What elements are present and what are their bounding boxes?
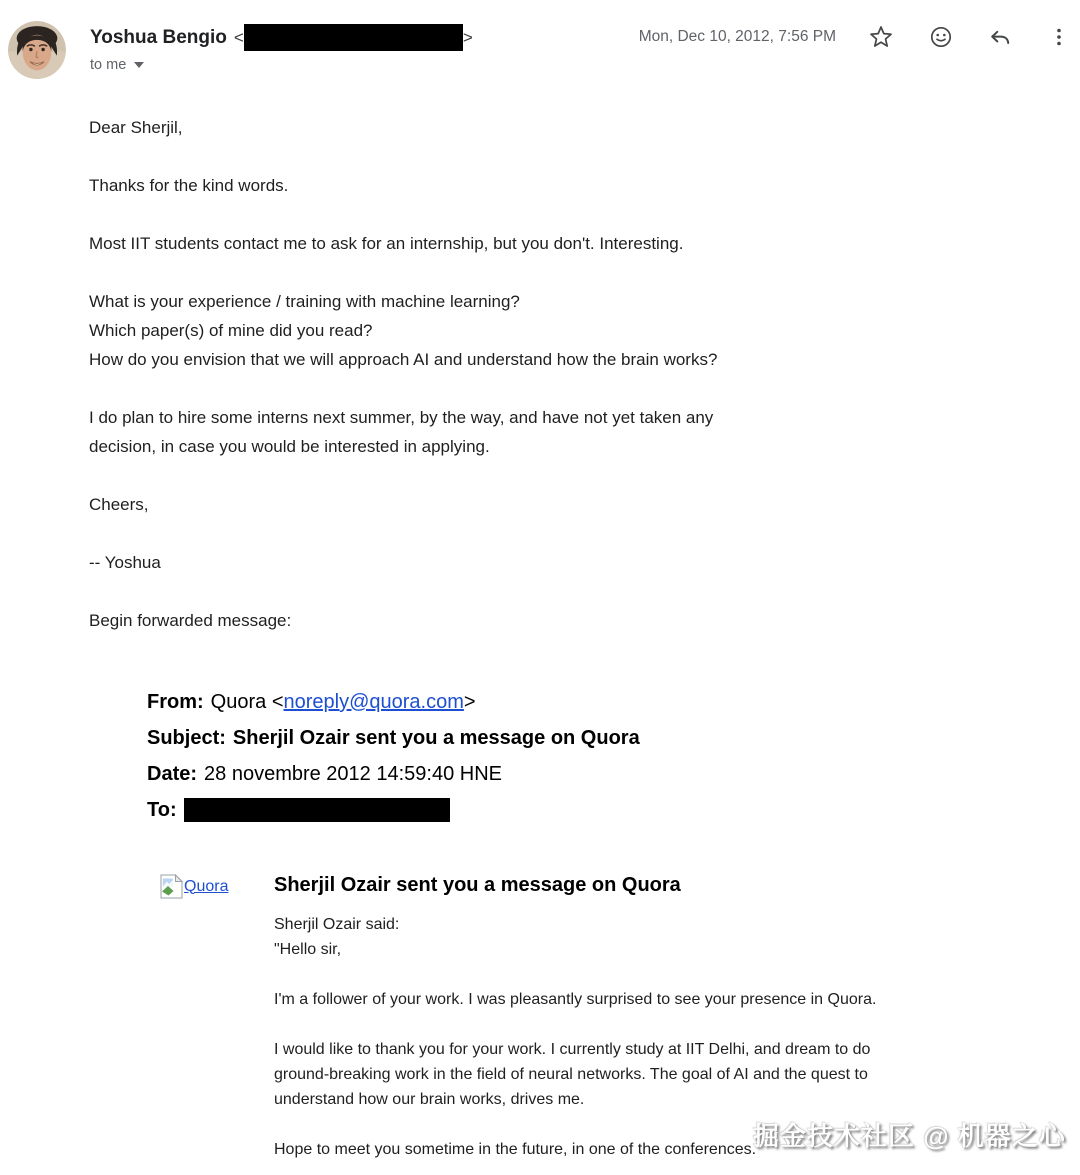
subject-label: Subject: — [147, 727, 226, 749]
date-text: 28 novembre 2012 14:59:40 HNE — [204, 763, 502, 785]
more-options-button[interactable] — [1042, 20, 1076, 54]
body-text-line: decision, in case you would be interested in applying. — [89, 437, 490, 456]
emoji-icon — [929, 25, 953, 49]
date-label: Date: — [147, 763, 198, 785]
star-icon — [869, 25, 893, 49]
sender-name: Yoshua Bengio — [90, 26, 227, 48]
quora-text-line: "Hello sir, — [274, 941, 342, 958]
body-text-line — [89, 200, 717, 229]
quora-text-line: I would like to thank you for your work. I currently study at IIT Delhi, and dream to do — [274, 1041, 871, 1058]
body-text-line — [89, 374, 717, 403]
body-text-line — [89, 258, 717, 287]
body-text-line — [89, 519, 717, 548]
from-bracket-close: > — [463, 691, 476, 713]
recipient-label: to me — [90, 57, 127, 73]
body-text-line: How do you envision that we will approach AI and understand how the brain works? — [89, 350, 718, 369]
body-text-line: I do plan to hire some interns next summer, by the way, and have not yet taken any — [89, 408, 714, 427]
quora-text-line: I'm a follower of your work. I was pleasantly surprised to see your presence in Quora. — [274, 991, 877, 1008]
quora-text-line: ground-breaking work in the field of neural networks. The goal of AI and the quest to — [274, 1066, 868, 1083]
body-text-line: Begin forwarded message: — [89, 611, 292, 630]
body-text-line: Which paper(s) of mine did you read? — [89, 321, 373, 340]
from-name: Quora < — [210, 691, 284, 713]
quora-text-line — [274, 962, 876, 987]
more-options-icon — [1047, 25, 1071, 49]
quora-message-body — [274, 912, 876, 1162]
recipient-dropdown[interactable] — [90, 57, 144, 73]
email-bracket-open: < — [233, 27, 244, 47]
body-text-line — [89, 142, 717, 171]
star-button[interactable] — [864, 20, 898, 54]
body-text-line — [89, 461, 717, 490]
redacted-recipient-email — [184, 798, 450, 822]
body-text-line: Cheers, — [89, 495, 149, 514]
forwarded-from-row — [147, 684, 640, 720]
add-reaction-button[interactable] — [924, 20, 958, 54]
forwarded-subject-row — [147, 720, 640, 756]
from-label: From: — [147, 691, 204, 713]
from-email-link[interactable]: noreply@quora.com — [283, 691, 464, 713]
avatar[interactable] — [8, 21, 66, 79]
watermark: 掘金技术社区 @ 机器之心 — [753, 1121, 1066, 1151]
reply-button[interactable] — [983, 20, 1017, 54]
quora-text-line — [274, 1112, 876, 1137]
reply-icon — [988, 25, 1012, 49]
chevron-down-icon — [134, 62, 144, 68]
quora-text-line: understand how our brain works, drives me. — [274, 1091, 585, 1108]
subject-text: Sherjil Ozair sent you a message on Quora — [232, 727, 640, 749]
body-text-line — [89, 577, 717, 606]
body-text-line: What is your experience / training with machine learning? — [89, 292, 520, 311]
redacted-sender-email — [244, 24, 463, 51]
quora-logo[interactable] — [160, 874, 228, 899]
quora-text-line: Hope to meet you sometime in the future, in one of the conferences." — [274, 1141, 762, 1158]
email-body — [89, 113, 717, 635]
forwarded-to-row — [147, 792, 640, 828]
sender-line — [90, 23, 473, 52]
quora-message-heading: Sherjil Ozair sent you a message on Quora — [274, 874, 681, 896]
to-label: To: — [147, 799, 177, 821]
quora-text-line — [274, 1012, 876, 1037]
broken-image-icon — [160, 874, 183, 899]
body-text-line: Thanks for the kind words. — [89, 176, 289, 195]
forwarded-header — [147, 684, 640, 828]
sender-avatar-photo — [8, 21, 66, 79]
body-text-line: Most IIT students contact me to ask for an internship, but you don't. Interesting. — [89, 234, 684, 253]
message-date: Mon, Dec 10, 2012, 7:56 PM — [638, 28, 836, 45]
body-text-line: Dear Sherjil, — [89, 118, 183, 137]
quora-text-line: Sherjil Ozair said: — [274, 916, 400, 933]
body-text-line: -- Yoshua — [89, 553, 161, 572]
quora-link[interactable]: Quora — [184, 877, 229, 895]
email-bracket-close: > — [462, 27, 473, 47]
forwarded-date-row — [147, 756, 640, 792]
